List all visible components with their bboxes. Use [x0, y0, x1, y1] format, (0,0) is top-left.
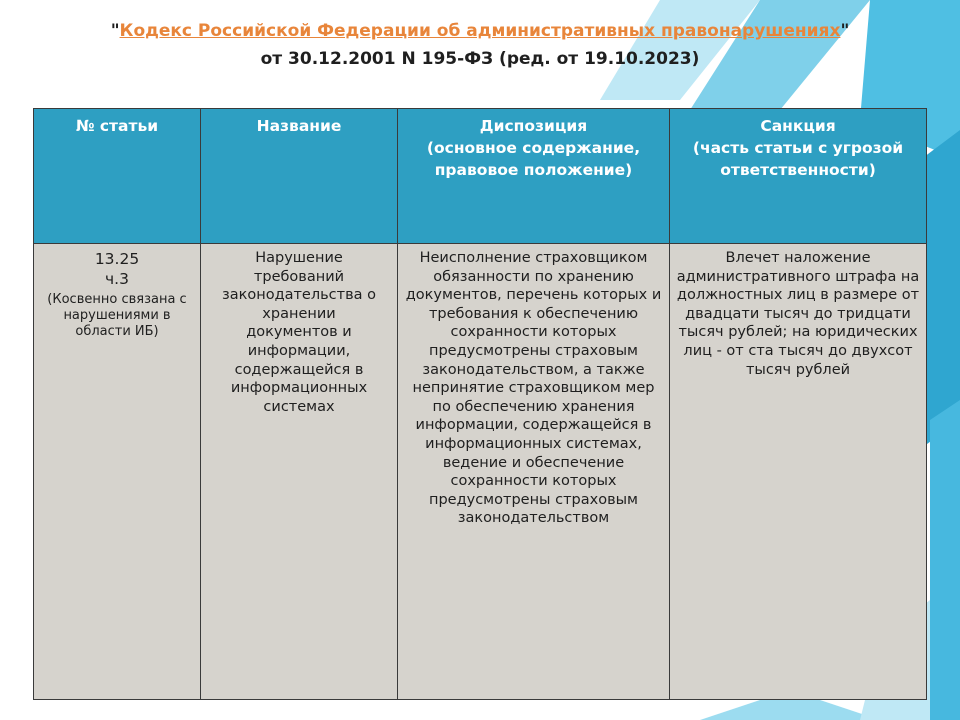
header-sanction: [670, 109, 927, 244]
cell-name: [201, 244, 398, 700]
header-disposition-sub2: правовое положение): [434, 161, 633, 179]
cell-disposition: [398, 244, 670, 700]
header-article-number: [34, 109, 201, 244]
header-article-number-label: № статьи: [75, 117, 159, 135]
header-sanction-sub2: ответственности): [720, 161, 876, 179]
article-part: ч.3: [105, 270, 129, 288]
document-title: [20, 21, 940, 41]
title-quote-close: ": [840, 21, 850, 41]
header-sanction-sub1: (часть статьи с угрозой: [692, 139, 904, 157]
table-header-row: [34, 109, 927, 244]
article-note: (Косвенно связана с нарушениями в области ИБ): [47, 292, 187, 339]
cell-article: [34, 244, 201, 700]
header-disposition-label: Диспозиция: [479, 117, 588, 135]
header-disposition-sub1: (основное содержание,: [426, 139, 641, 157]
article-sanction: Влечет наложение административного штрафа на должностных лиц в размере от двадцати тысяч до тридцати тысяч рублей; на юридических лиц - от ста тысяч до двухсот тысяч рублей: [676, 250, 920, 378]
codex-link[interactable]: Кодекс Российской Федерации об административных правонарушениях: [119, 21, 841, 41]
header-name: [201, 109, 398, 244]
article-name: Нарушение требований законодательства о хранении документов и информации, содержащейся в информационных системах: [222, 250, 376, 415]
header-disposition: [398, 109, 670, 244]
document-subtitle: от 30.12.2001 N 195-ФЗ (ред. от 19.10.2023): [260, 49, 700, 69]
codex-table: [33, 108, 927, 700]
table-row: [34, 244, 927, 700]
article-disposition: Неисполнение страховщиком обязанности по хранению документов, перечень которых и требования к обеспечению сохранности которых предусмотрены страховым законодательством, а также непринятие страховщиком мер по обеспечению хранения информации, содержащейся в информационных системах, ведение и обеспечение сохранности которых предусмотрены страховым законодательством: [405, 250, 662, 527]
header-sanction-label: Санкция: [760, 117, 836, 135]
header-name-label: Название: [256, 117, 342, 135]
decor-shape-right-3: [930, 400, 960, 720]
cell-sanction: [670, 244, 927, 700]
article-number: 13.25: [94, 250, 140, 268]
title-quote-open: ": [110, 21, 120, 41]
